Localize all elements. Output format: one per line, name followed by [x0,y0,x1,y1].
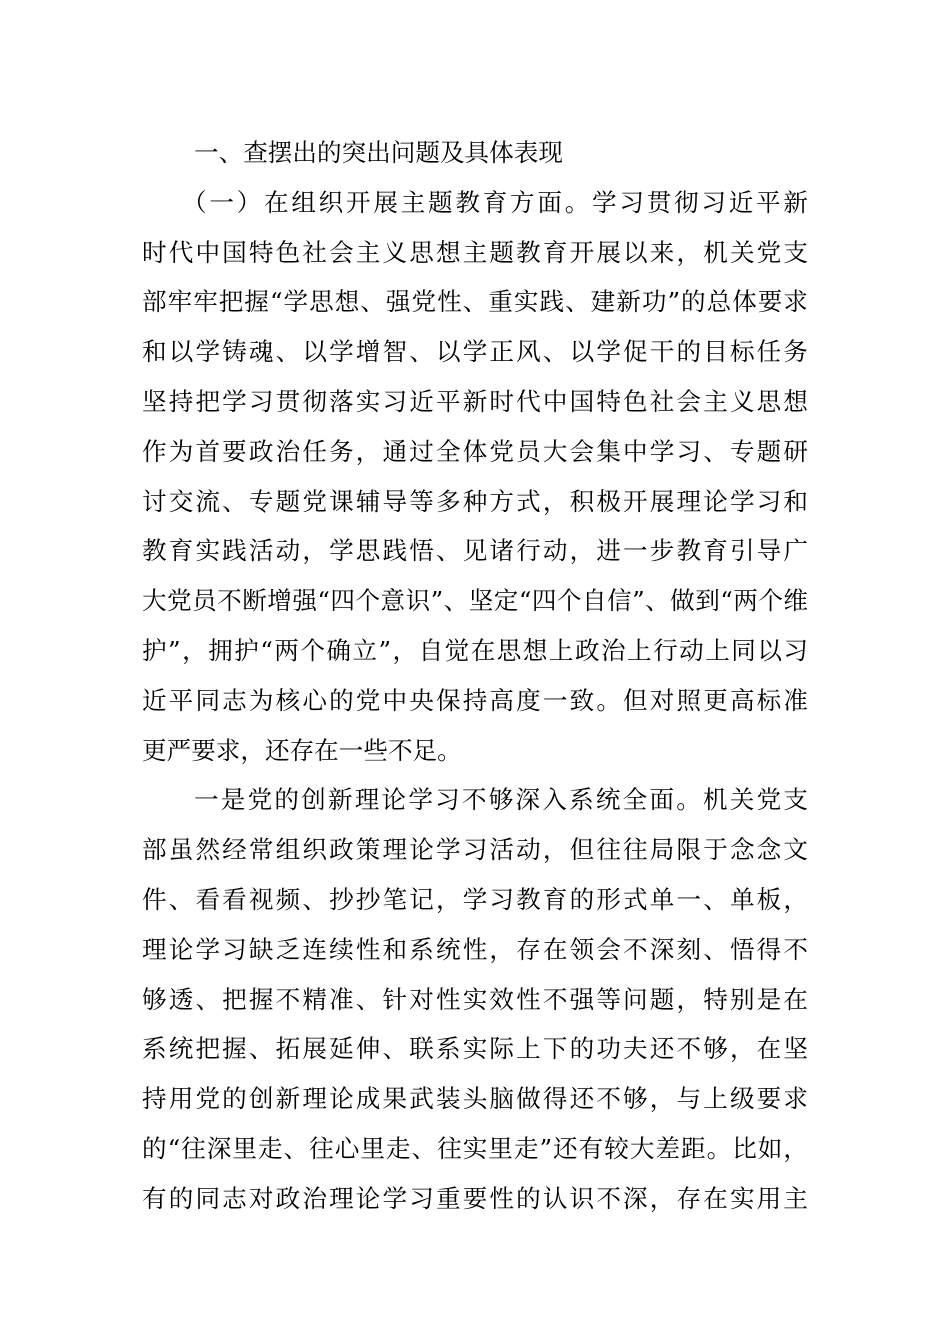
document-body [142,128,808,1224]
paragraph-line: 坚持把学习贯彻落实习近平新时代中国特色社会主义思想 [142,386,808,416]
paragraph-line: 更严要求，还存在一些不足。 [142,735,462,765]
paragraph-line: 教育实践活动，学思践悟、见诸行动，进一步教育引导广 [142,536,808,566]
section-heading: 一、查摆出的突出问题及具体表现 [194,138,563,167]
paragraph-line: 理论学习缺乏连续性和系统性，存在领会不深刻、悟得不 [142,934,808,964]
paragraph-line: 大党员不断增强“四个意识”、坚定“四个自信”、做到“两个维 [142,586,808,616]
paragraph-line: 部牢牢把握“学思想、强党性、重实践、建新功”的总体要求 [142,287,808,317]
paragraph-line: 持用党的创新理论成果武装头脑做得还不够，与上级要求 [142,1084,808,1114]
paragraph-2 [142,775,808,1223]
paragraph-line: 部虽然经常组织政策理论学习活动，但往往局限于念念文 [142,835,808,865]
paragraph-line: 有的同志对政治理论学习重要性的认识不深，存在实用主 [142,1183,808,1213]
paragraph-line: （一）在组织开展主题教育方面。学习贯彻习近平新 [182,187,808,217]
paragraph-line: 够透、把握不精准、针对性实效性不强等问题，特别是在 [142,984,808,1014]
paragraph-line: 作为首要政治任务，通过全体党员大会集中学习、专题研 [142,436,808,466]
paragraph-line: 讨交流、专题党课辅导等多种方式，积极开展理论学习和 [142,486,808,516]
paragraph-line: 系统把握、拓展延伸、联系实际上下的功夫还不够，在坚 [142,1034,808,1064]
paragraph-line: 和以学铸魂、以学增智、以学正风、以学促干的目标任务 [142,337,808,367]
paragraph-line: 时代中国特色社会主义思想主题教育开展以来，机关党支 [142,237,808,267]
paragraph-line: 一是党的创新理论学习不够深入系统全面。机关党支 [194,785,808,815]
paragraph-line: 的“往深里走、往心里走、往实里走”还有较大差距。比如， [142,1133,808,1163]
paragraph-line: 件、看看视频、抄抄笔记，学习教育的形式单一、单板， [142,884,808,914]
paragraph-line: 近平同志为核心的党中央保持高度一致。但对照更高标准 [142,685,808,715]
paragraph-1 [142,178,808,776]
paragraph-line: 护”，拥护“两个确立”，自觉在思想上政治上行动上同以习 [142,635,808,665]
